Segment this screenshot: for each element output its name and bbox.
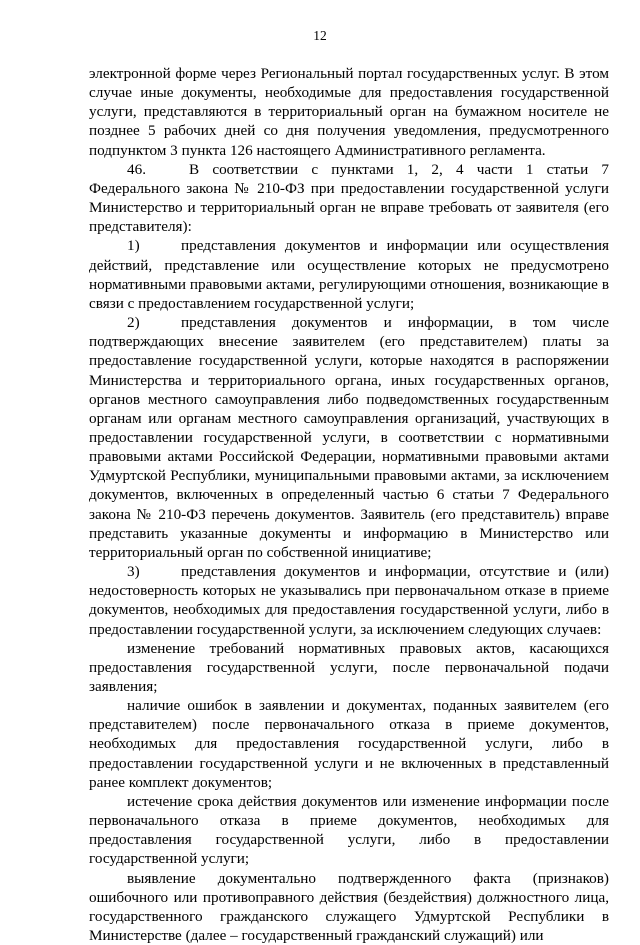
list-item-1-number: 1) <box>127 237 140 255</box>
list-item-3-text: представления документов и информации, отсутствие и (или) недостоверность которых не указывались при первоначальном отказе в приеме документов, необходимых для предоставления государственной услуги, либо в предоставлении государственной услуги, за исключением следующих случаев: <box>89 563 609 638</box>
list-item-3 <box>89 562 609 639</box>
list-item-1-text: представления документов и информации или осуществления действий, представление или осуществление которых не предусмотрено нормативными правовыми актами, регулирующими отношения, возникающие в связи с предоставлением государственной услуги; <box>89 237 609 312</box>
document-body <box>89 64 609 945</box>
list-item-2 <box>89 313 609 562</box>
list-item-3-number: 3) <box>127 563 140 581</box>
paragraph-continuation: электронной форме через Региональный портал государственных услуг. В этом случае иные документы, необходимые для предоставления государственной услуги, представляются в территориальный орган на бумажном носителе не позднее 5 рабочих дней со дня получения уведомления, предусмотренного подпунктом 3 пункта 126 настоящего Административного регламента. <box>89 65 609 159</box>
page-number: 12 <box>313 28 327 43</box>
paragraph-46-text: В соответствии с пунктами 1, 2, 4 части 1 статьи 7 Федерального закона № 210-ФЗ при предоставлении государственной услуги Министерство и территориальный орган не вправе требовать от заявителя (его представителя): <box>89 160 609 236</box>
list-item-1 <box>89 236 609 313</box>
exception-case-4: выявление документально подтвержденного факта (признаков) ошибочного или противоправного действия (бездействия) должностного лица, государственного гражданского служащего Удмуртской Республики в Министерстве (далее – государственный гражданский служащий) или <box>89 869 609 945</box>
list-item-2-text: представления документов и информации, в том числе подтверждающих внесение заявителем (его представителем) платы за предоставление государственной услуги, которые находятся в распоряжении Министерства и территориального органа, иных государственных органов, органов местного самоуправления либо подведомственных государственным органам или органам местного самоуправления организаций, участвующих в предоставлении государственной услуги, в соответствии с нормативными правовыми актами Российской Федерации, нормативными правовыми актами Удмуртской Республики, муниципальными правовыми актами, за исключением документов, включенных в определенный частью 6 статьи 7 Федерального закона № 210-ФЗ перечень документов. Заявитель (его представитель) вправе представить указанные документы и информацию в Министерство или территориальный орган по собственной инициативе; <box>89 314 609 561</box>
list-item-2-number: 2) <box>127 314 140 332</box>
paragraph-46-number: 46. <box>127 160 146 178</box>
paragraph-46 <box>89 160 609 237</box>
exception-case-3: истечение срока действия документов или изменение информации после первоначального отказа в приеме документов, необходимых для предоставления государственной услуги, либо в предоставлении государственной услуги; <box>89 792 609 868</box>
exception-case-1: изменение требований нормативных правовых актов, касающихся предоставления государственной услуги, после первоначальной подачи заявления; <box>89 639 609 695</box>
exception-case-2: наличие ошибок в заявлении и документах, поданных заявителем (его представителем) после первоначального отказа в приеме документов, необходимых для предоставления государственной услуги, либо в предоставлении государственной услуги и не включенных в представленный ранее комплект документов; <box>89 697 609 791</box>
